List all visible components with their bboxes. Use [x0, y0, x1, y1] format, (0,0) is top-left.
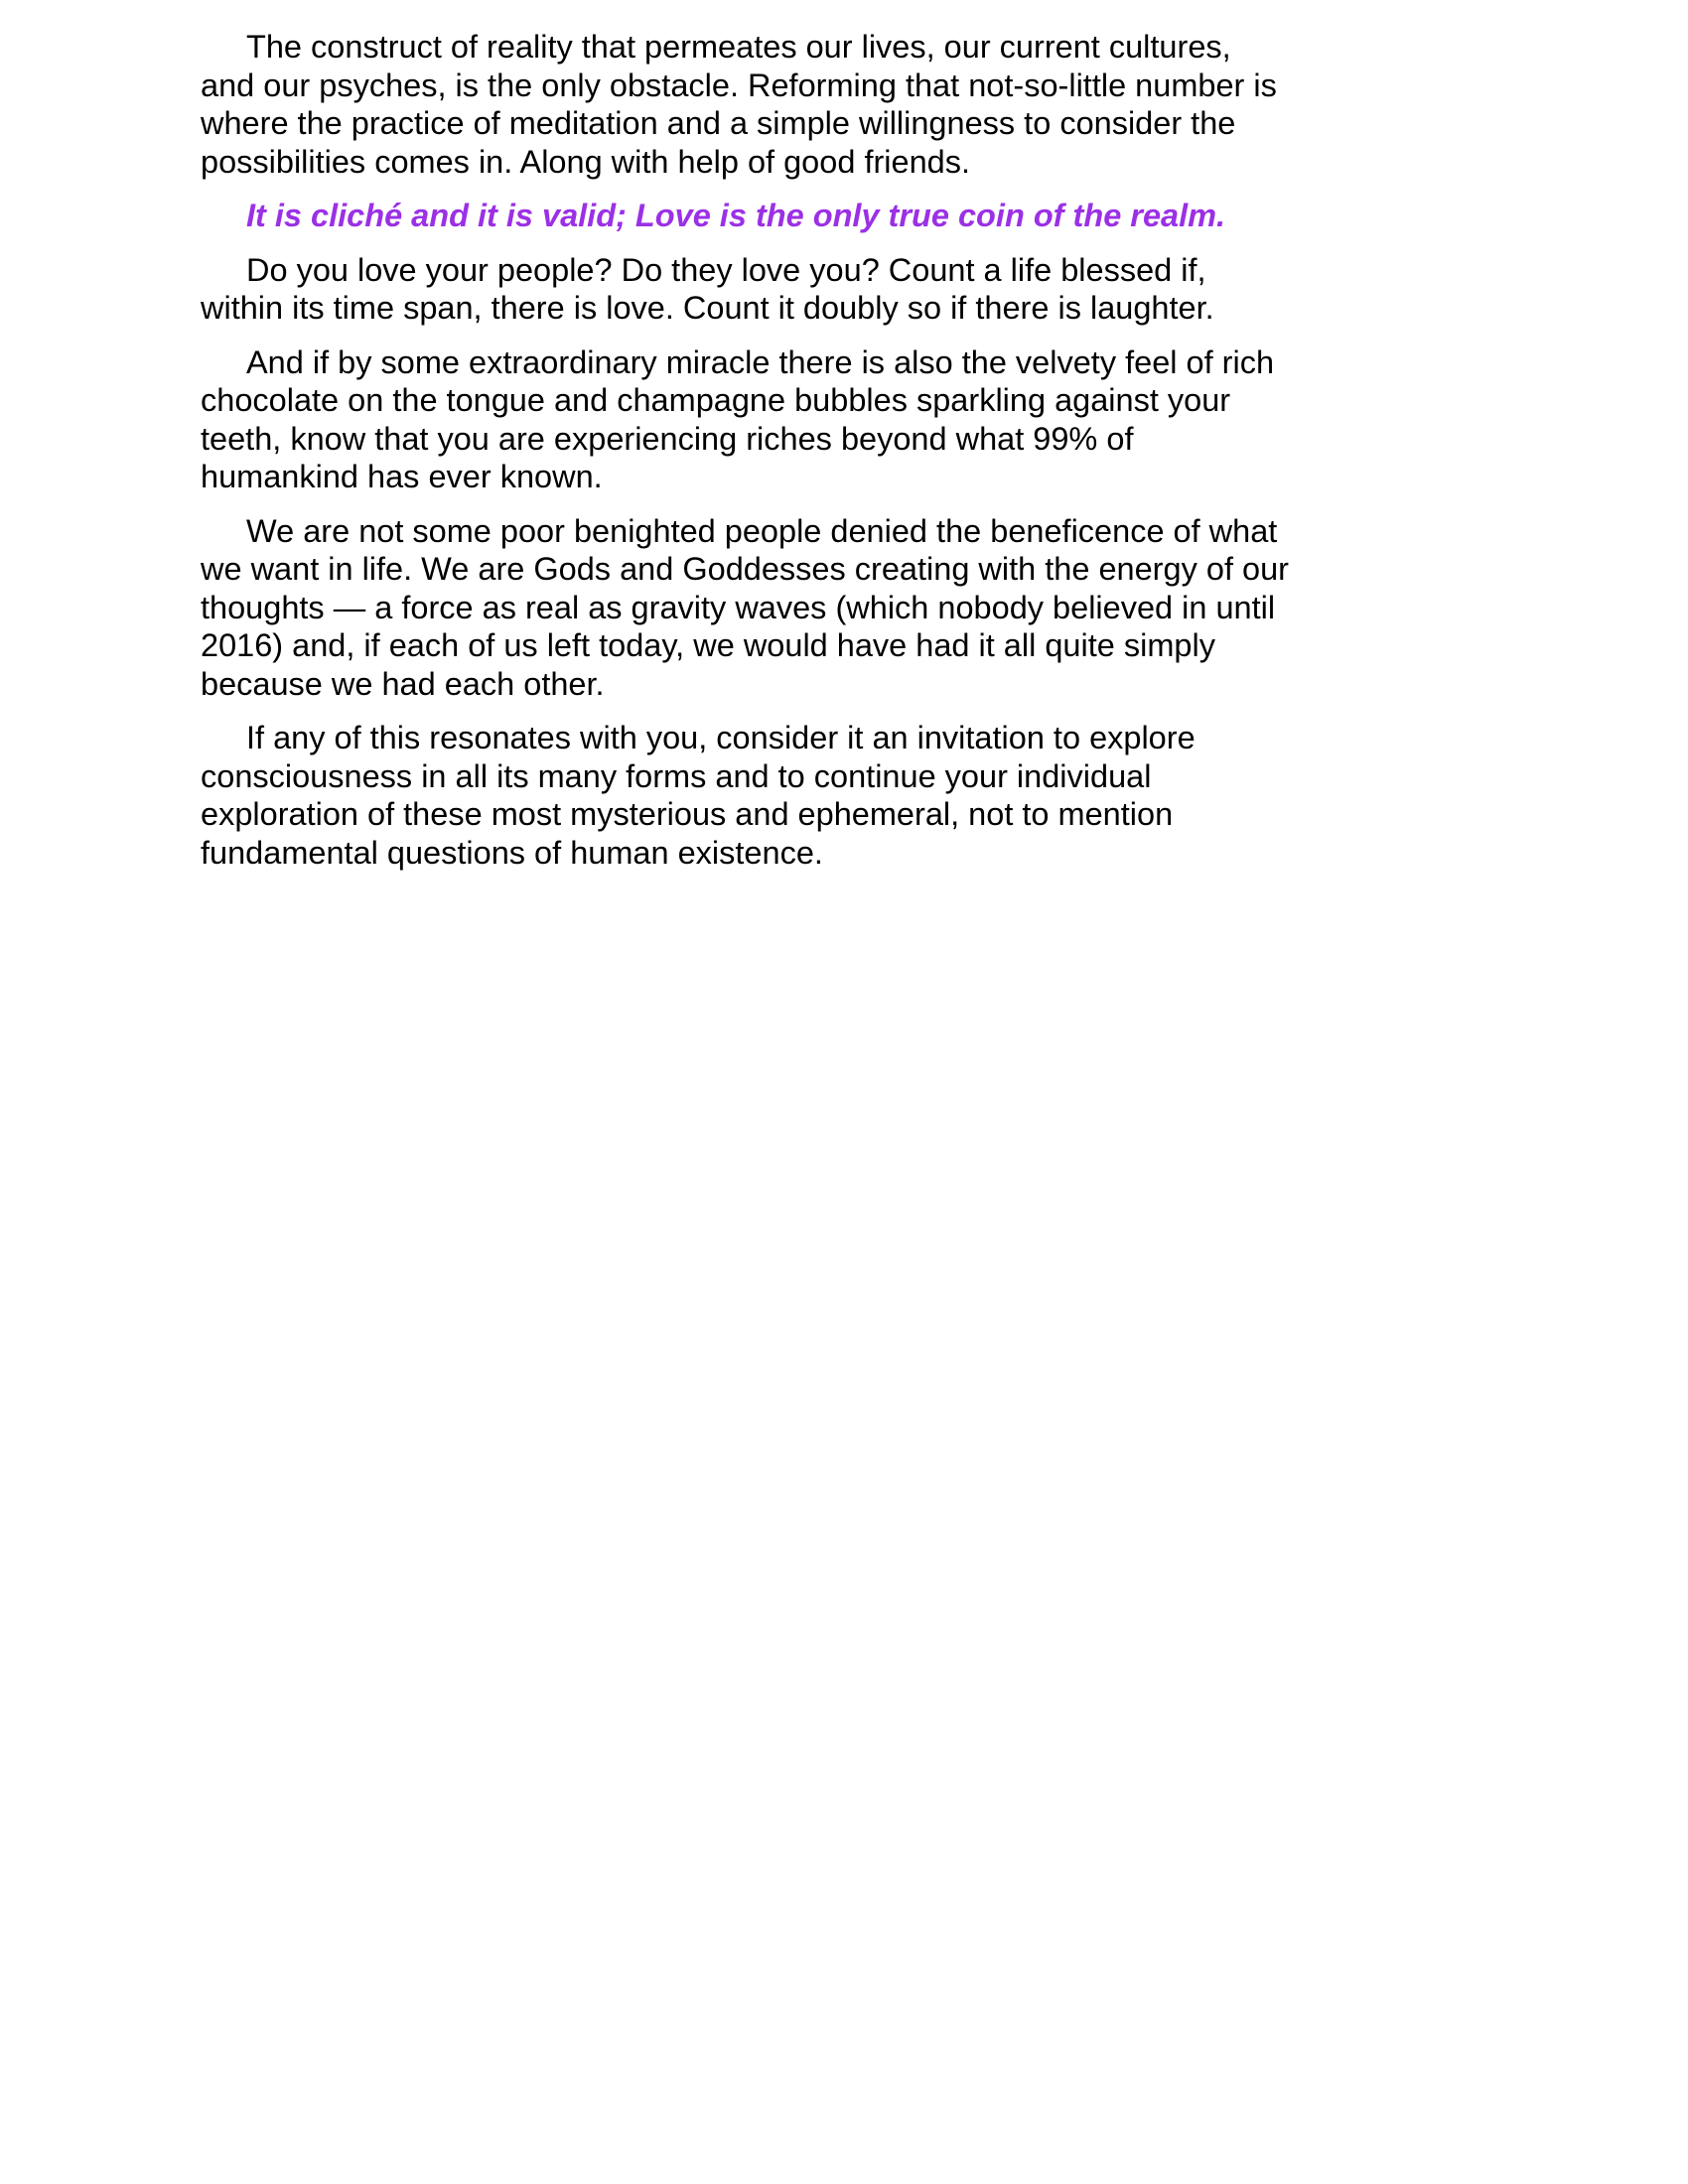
paragraph-gods-goddesses: We are not some poor benighted people denied the beneficence of what we want in life. We are Gods and Goddesses creating with the energy of our thoughts — a force as real as gravity waves (which nobody believed in until 2016) and, if each of us left today, we would have had it all quite simply because we had each other.: [201, 512, 1289, 702]
paragraph-love-people: Do you love your people? Do they love you? Count a life blessed if, within its time span, there is love. Count it doubly so if there is laughter.: [201, 251, 1214, 326]
highlighted-quote: It is cliché and it is valid; Love is the only true coin of the realm.: [246, 198, 1226, 233]
paragraph-reality-construct: The construct of reality that permeates our lives, our current cultures, and our psyches, is the only obstacle. Reforming that not-so-little number is where the practice of meditation and a simple willingness to consider the possibilities comes in. Along with help of good friends.: [201, 29, 1277, 180]
paragraph-chocolate-champagne: And if by some extraordinary miracle there is also the velvety feel of rich chocolate on the tongue and champagne bubbles sparkling against your teeth, know that you are experiencing riches beyond what 99% of humankind has ever known.: [201, 343, 1275, 494]
paragraph-invitation: If any of this resonates with you, consider it an invitation to explore consciousness in all its many forms and to continue your individual exploration of these most mysterious and ephemeral, not to mention fundamental questions of human existence.: [201, 720, 1196, 871]
body-text: [201, 28, 1293, 887]
